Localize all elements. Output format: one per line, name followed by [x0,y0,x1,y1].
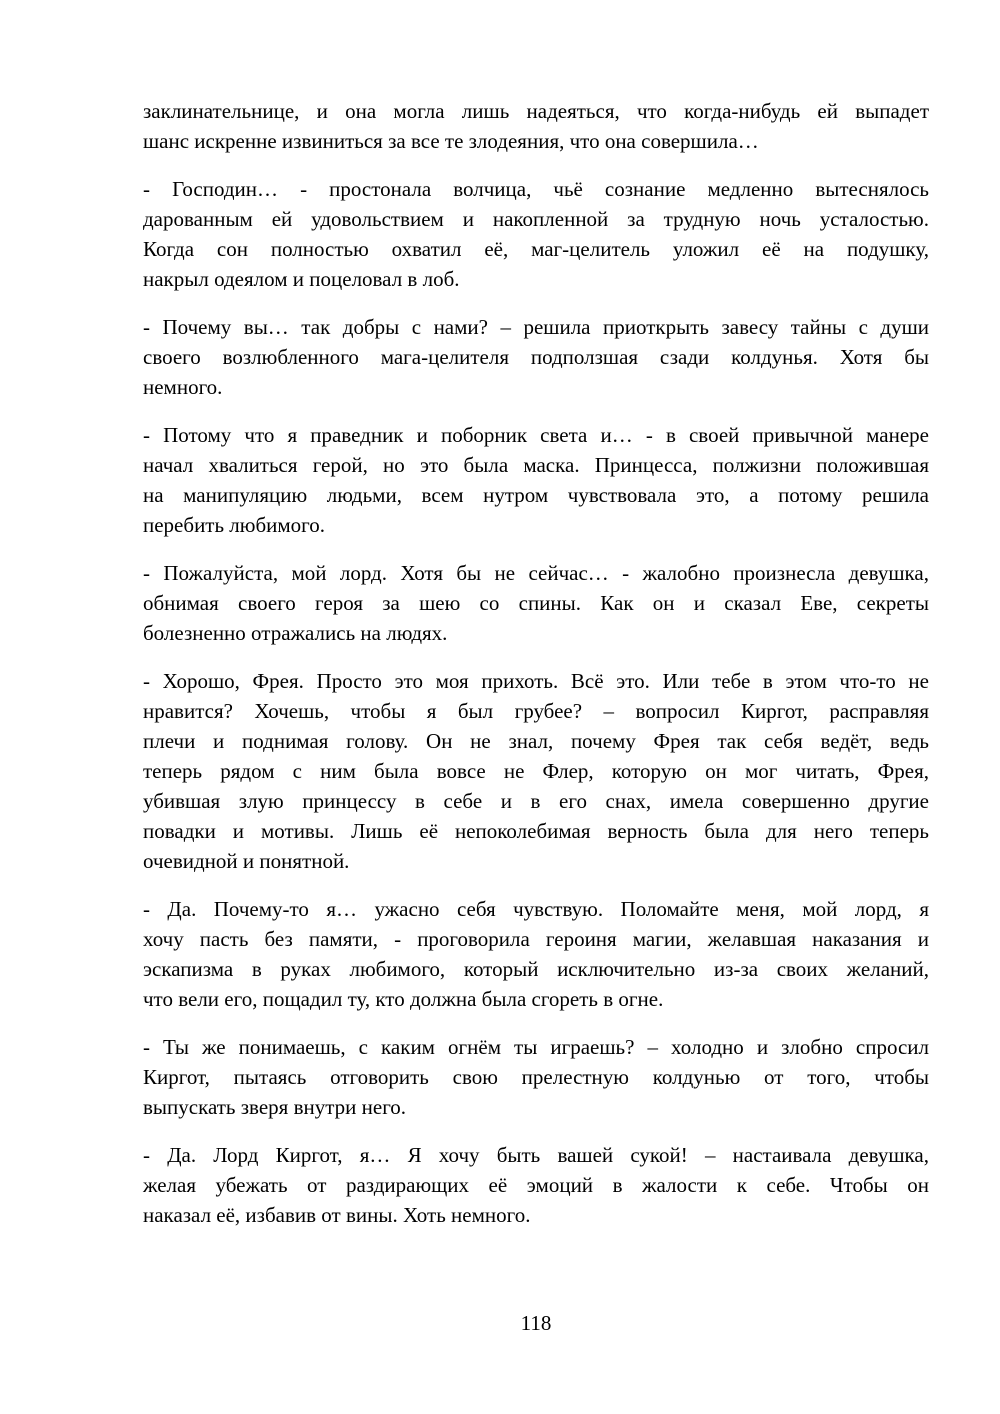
paragraph [143,666,929,876]
text-line: наказал её, избавив от вины. Хоть немного. [143,1203,531,1227]
text-line: начал хвалиться герой, но это была маска. Принцесса, полжизни положившая [143,453,929,477]
text-line: болезненно отражались на людях. [143,621,448,645]
text-line: что вели его, пощадил ту, кто должна была сгореть в огне. [143,987,664,1011]
text-line: - Да. Лорд Киргот, я… Я хочу быть вашей сукой! – настаивала девушка, [143,1143,929,1167]
text-line: перебить любимого. [143,513,326,537]
text-line: нравится? Хочешь, чтобы я был грубее? – вопросил Киргот, расправляя [143,699,929,723]
text-line: - Да. Почему-то я… ужасно себя чувствую. Поломайте меня, мой лорд, я [143,897,929,921]
text-line: - Хорошо, Фрея. Просто это моя прихоть. Всё это. Или тебе в этом что-то не [143,669,929,693]
paragraph [143,174,929,294]
text-line: Когда сон полностью охватил её, маг-целитель уложил её на подушку, [143,237,929,261]
text-line: плечи и поднимая голову. Он не знал, почему Фрея так себя ведёт, ведь [143,729,929,753]
paragraph [143,420,929,540]
text-line: желая убежать от раздирающих её эмоций в жалости к себе. Чтобы он [143,1173,929,1197]
text-line: дарованным ей удовольствием и накопленной за трудную ночь усталостью. [143,207,929,231]
text-line: - Ты же понимаешь, с каким огнём ты играешь? – холодно и злобно спросил [143,1035,929,1059]
text-line: заклинательнице, и она могла лишь надеяться, что когда-нибудь ей выпадет [143,99,929,123]
paragraph [143,1032,929,1122]
page-number: 118 [520,1311,552,1335]
text-line: повадки и мотивы. Лишь её непоколебимая верность была для него теперь [143,819,929,843]
paragraph [143,558,929,648]
text-line: очевидной и понятной. [143,849,350,873]
text-line: убившая злую принцессу в себе и в его снах, имела совершенно другие [143,789,929,813]
paragraph [143,96,929,156]
text-line: на манипуляцию людьми, всем нутром чувствовала это, а потому решила [143,483,929,507]
text-line: - Почему вы… так добры с нами? – решила приоткрыть завесу тайны с души [143,315,929,339]
text-line: накрыл одеялом и поцеловал в лоб. [143,267,460,291]
text-line: шанс искренне извиниться за все те злодеяния, что она совершила… [143,129,759,153]
text-line: теперь рядом с ним была вовсе не Флер, которую он мог читать, Фрея, [143,759,929,783]
paragraph [143,894,929,1014]
text-line: - Пожалуйста, мой лорд. Хотя бы не сейчас… - жалобно произнесла девушка, [143,561,929,585]
text-line: обнимая своего героя за шею со спины. Как он и сказал Еве, секреты [143,591,929,615]
text-line: эскапизма в руках любимого, который исключительно из-за своих желаний, [143,957,929,981]
text-body [143,96,929,1230]
text-line: - Потому что я праведник и поборник света и… - в своей привычной манере [143,423,929,447]
paragraph [143,312,929,402]
text-line: хочу пасть без памяти, - проговорила героиня магии, желавшая наказания и [143,927,929,951]
paragraph [143,1140,929,1230]
text-line: - Господин… - простонала волчица, чьё сознание медленно вытеснялось [143,177,929,201]
text-line: своего возлюбленного мага-целителя подползшая сзади колдунья. Хотя бы [143,345,929,369]
text-line: выпускать зверя внутри него. [143,1095,407,1119]
text-line: немного. [143,375,223,399]
text-line: Киргот, пытаясь отговорить свою прелестную колдунью от того, чтобы [143,1065,929,1089]
